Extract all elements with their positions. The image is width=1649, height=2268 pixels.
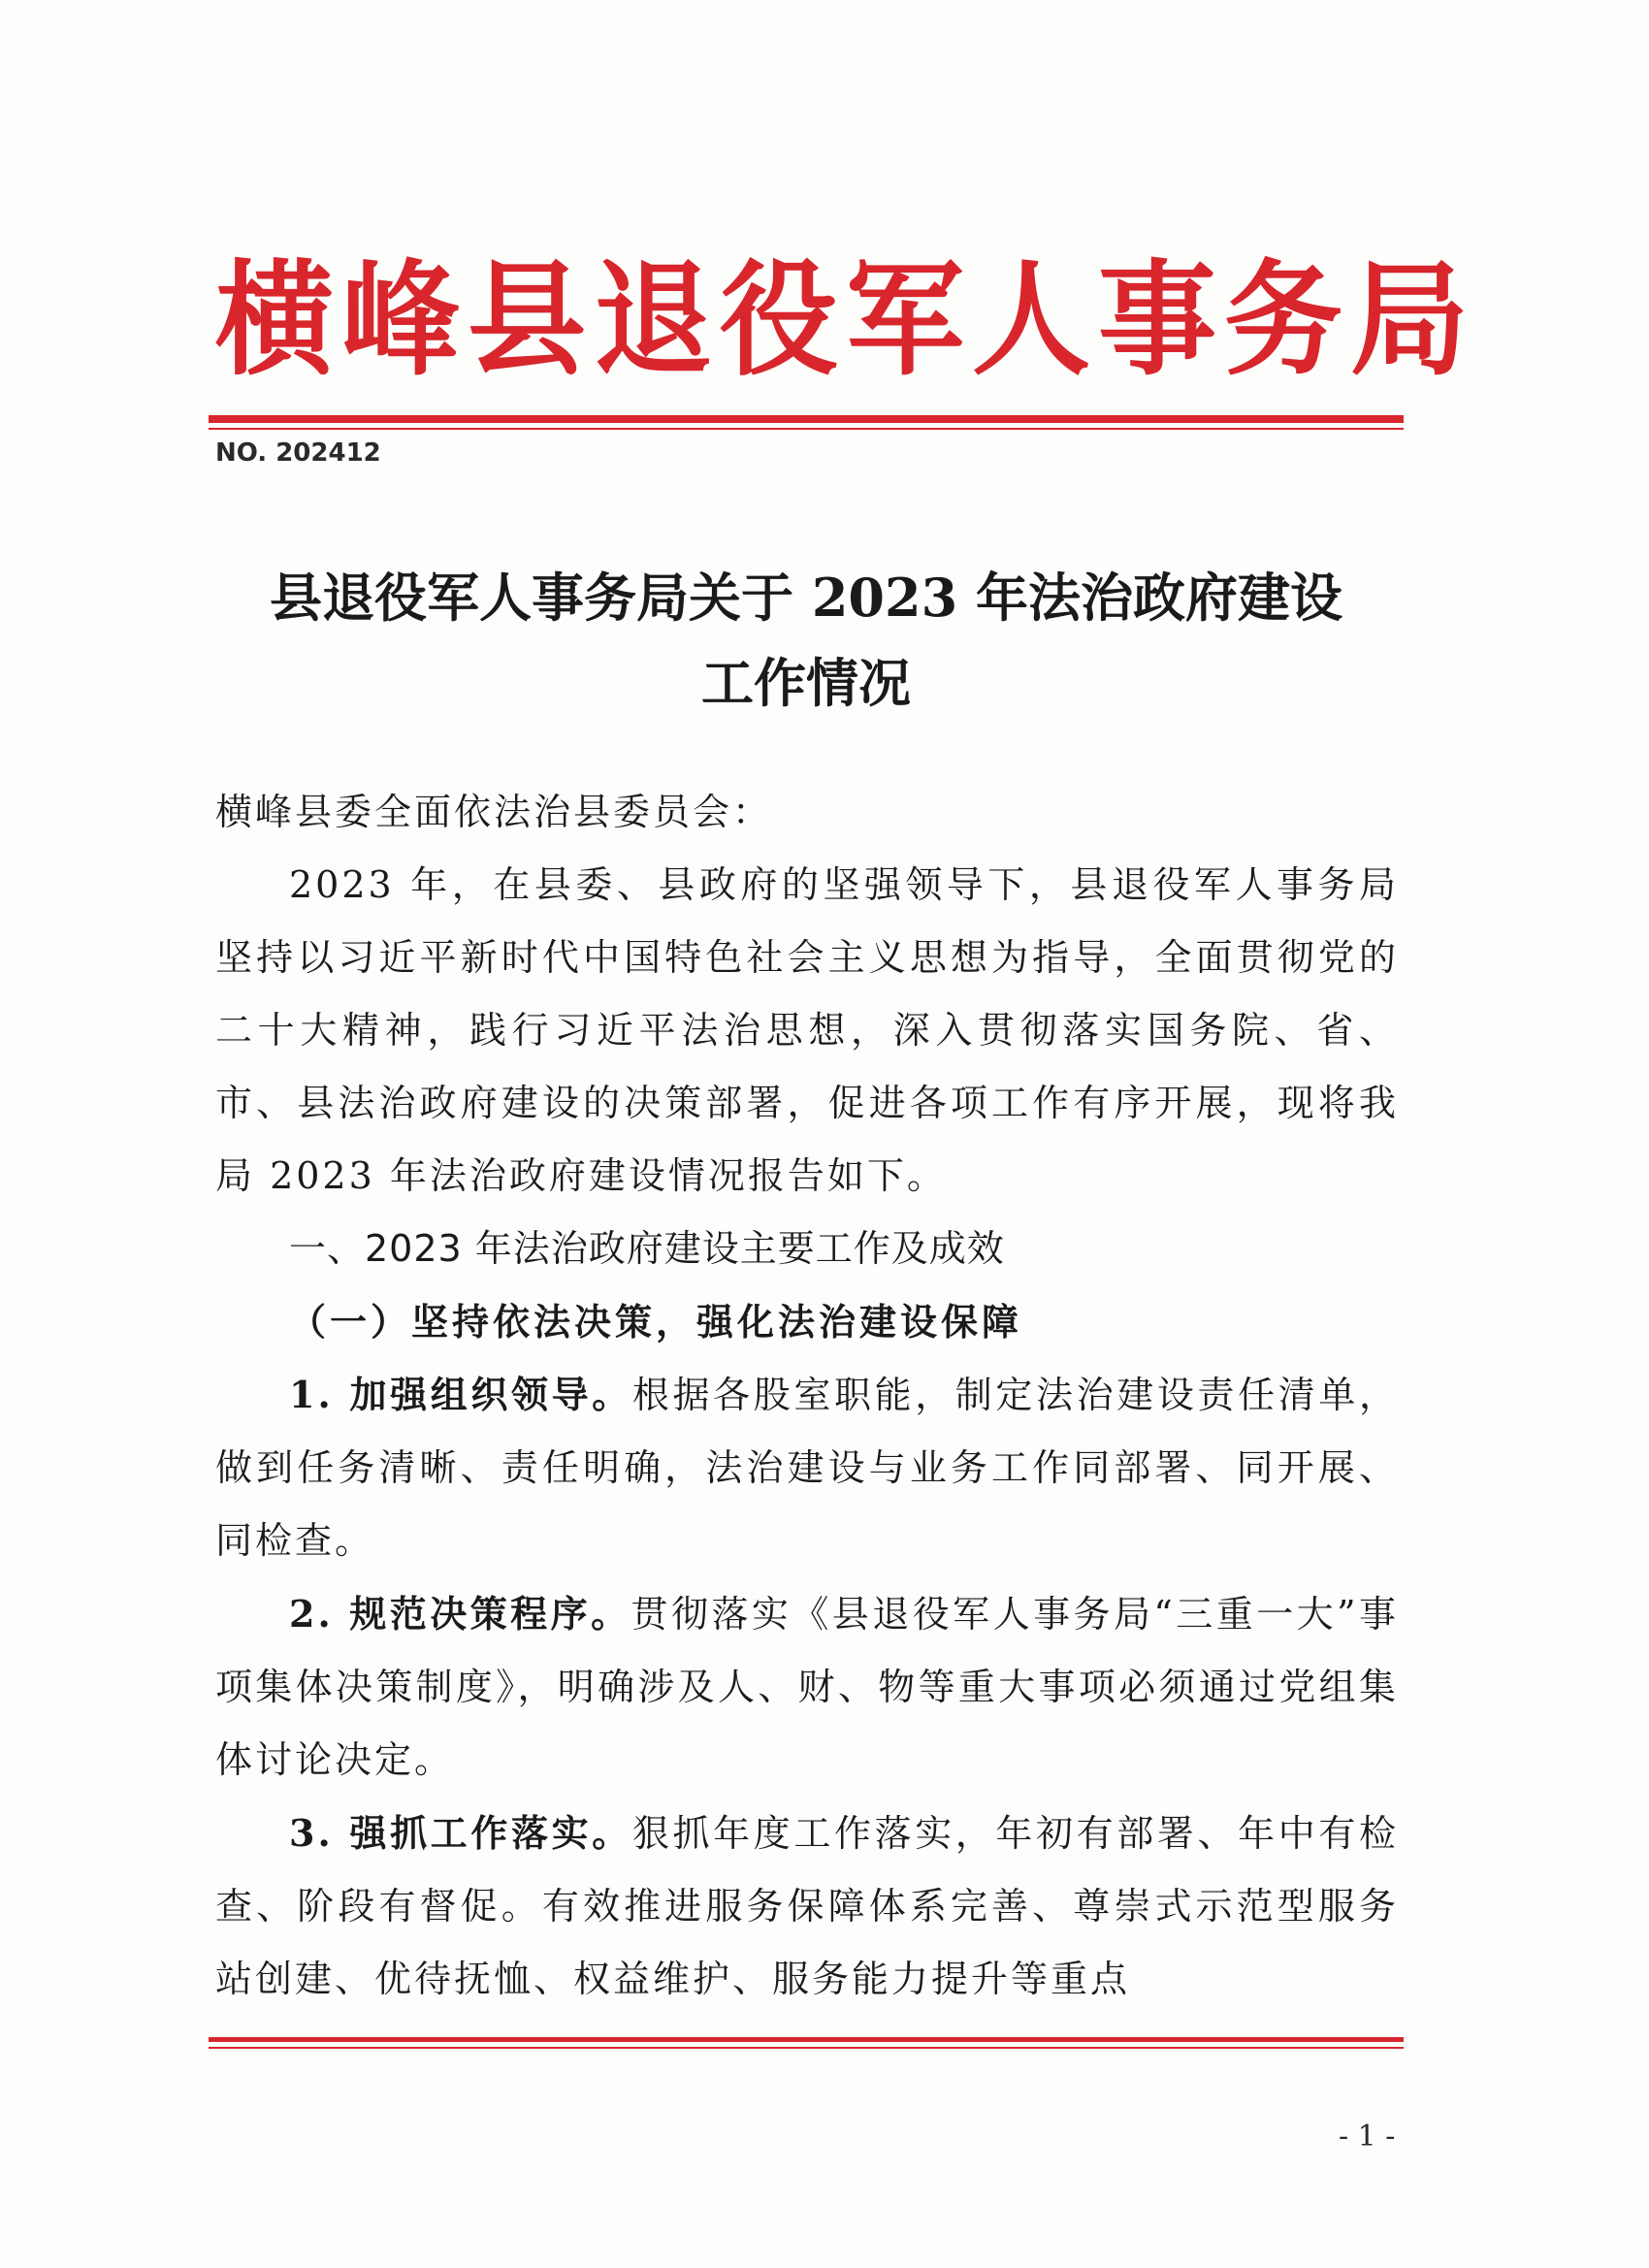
intro-paragraph: 2023 年，在县委、县政府的坚强领导下，县退役军人事务局坚持以习近平新时代中国特色社会主义思想为指导，全面贯彻党的二十大精神，践行习近平法治思想，深入贯彻落实国务院、省、市、县法治政府建设的决策部署，促进各项工作有序开展，现将我局 2023 年法治政府建设情况报告如下。 xyxy=(215,863,1399,1197)
list-item xyxy=(215,1358,1399,1577)
document-body xyxy=(215,776,1399,2016)
document-title xyxy=(209,555,1404,726)
agency-header: 横峰县退役军人事务局 xyxy=(215,247,1476,393)
footer-rule-thin xyxy=(209,2047,1404,2049)
section-heading: 一、2023 年法治政府建设主要工作及成效 xyxy=(289,1227,1005,1270)
list-item xyxy=(215,1577,1399,1797)
header-rule-thin xyxy=(209,428,1404,430)
footer-rule-thick xyxy=(209,2037,1404,2042)
list-item xyxy=(215,1797,1399,2016)
header-rule-thick xyxy=(209,415,1404,423)
item-lead: 1. 加强组织领导。 xyxy=(289,1373,632,1416)
item-text: 狠抓年度工作落实，年初有部署、年中有检查、阶段有督促。有效推进服务保障体系完善、尊崇式示范型服务站创建、优待抚恤、权益维护、服务能力提升等重点 xyxy=(215,1812,1399,2000)
item-text: 根据各股室职能，制定法治建设责任清单，做到任务清晰、责任明确，法治建设与业务工作同部署、同开展、同检查。 xyxy=(215,1374,1399,1562)
title-line-1: 县退役军人事务局关于 2023 年法治政府建设 xyxy=(270,567,1342,629)
title-line-2: 工作情况 xyxy=(701,652,911,714)
page-number: - 1 - xyxy=(1339,2120,1396,2154)
item-text: 贯彻落实《县退役军人事务局“三重一大”事项集体决策制度》，明确涉及人、财、物等重大事项必须通过党组集体讨论决定。 xyxy=(215,1593,1399,1781)
salutation: 横峰县委全面依法治县委员会： xyxy=(215,791,773,833)
item-lead: 2. 规范决策程序。 xyxy=(289,1592,631,1636)
document-number: NO. 202412 xyxy=(215,438,381,468)
item-lead: 3. 强抓工作落实。 xyxy=(289,1811,632,1855)
subsection-heading: （一）坚持依法决策，强化法治建设保障 xyxy=(289,1300,1023,1344)
